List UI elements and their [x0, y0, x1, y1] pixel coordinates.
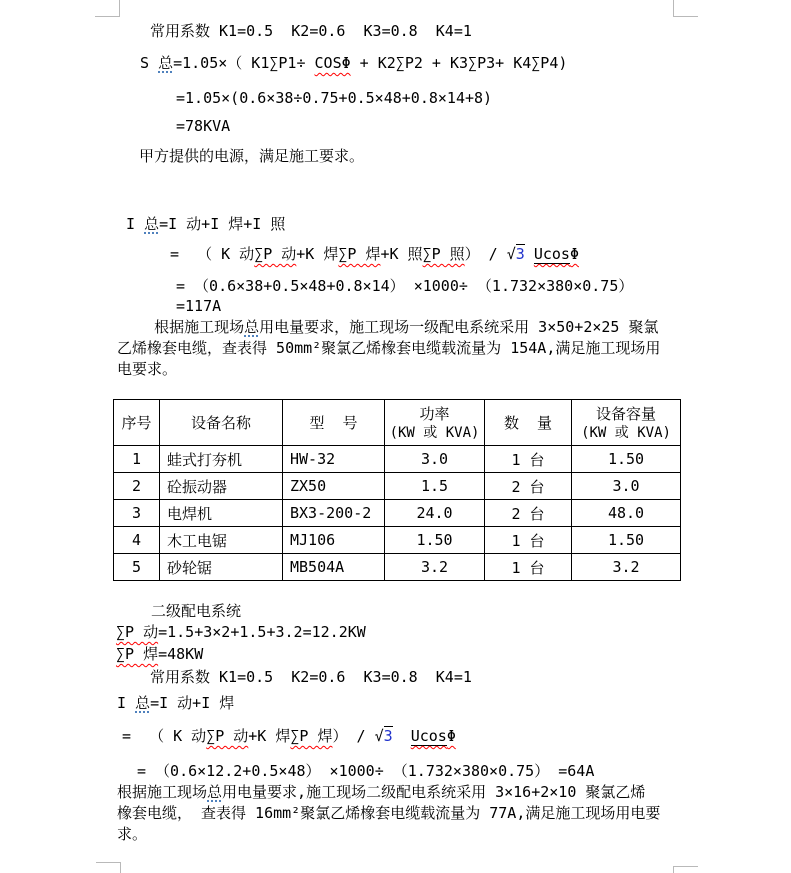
cell-model: MB504A — [283, 554, 385, 581]
formula-text: ） / — [332, 727, 375, 745]
line-sum-p-motive — [116, 623, 366, 641]
cell-capacity: 3.0 — [572, 473, 681, 500]
proofing-dotted-mark: 总 — [207, 783, 223, 801]
formula-text: + K2∑P2 + K3∑P3+ K4∑P4) — [350, 54, 568, 72]
paragraph-secondary-line-1 — [117, 783, 645, 801]
cell-index: 3 — [114, 500, 160, 527]
cell-power: 1.50 — [385, 527, 485, 554]
radical-sign: √ — [506, 245, 516, 263]
col-header-index: 序号 — [114, 400, 160, 446]
cell-index: 2 — [114, 473, 160, 500]
line-i-total-result: =117A — [176, 297, 222, 315]
cell-capacity: 1.50 — [572, 446, 681, 473]
cell-capacity: 1.50 — [572, 527, 681, 554]
spellcheck-squiggle: ∑P 焊 — [338, 245, 381, 263]
formula-text: S — [140, 54, 159, 72]
col-header-capacity: 设备容量 (KW 或 KVA) — [572, 400, 681, 446]
cell-quantity: 2 台 — [485, 473, 572, 500]
formula-text: +K 焊 — [296, 245, 339, 263]
cell-capacity: 48.0 — [572, 500, 681, 527]
line-sum-p-welding — [116, 645, 203, 663]
line-i-total-expansion-2 — [122, 727, 456, 745]
line-i-total-substitution-2: = （0.6×12.2+0.5×48） ×1000÷ （1.732×380×0.75） =64A — [137, 762, 595, 780]
line-secondary-system-title: 二级配电系统 — [151, 602, 242, 620]
cell-quantity: 1 台 — [485, 527, 572, 554]
cell-model: BX3-200-2 — [283, 500, 385, 527]
table-header-row — [114, 400, 681, 446]
crop-mark-top-right — [673, 0, 698, 17]
spellcheck-squiggle — [411, 727, 456, 746]
cell-model: MJ106 — [283, 527, 385, 554]
proofing-dotted-mark: 总 — [158, 54, 174, 72]
col-header-model: 型 号 — [283, 400, 385, 446]
formula-text: ） / — [464, 245, 507, 263]
formula-text: =48KW — [158, 645, 204, 663]
radicand: 3 — [515, 245, 525, 263]
formula-text: +K 焊 — [248, 727, 291, 745]
spellcheck-squiggle: ∑P 焊 — [290, 727, 333, 745]
line-i-total-formula — [126, 215, 285, 233]
paragraph-secondary-line-2: 橡套电缆， 查表得 16mm²聚氯乙烯橡套电缆载流量为 77A,满足施工现场用电要 — [117, 804, 661, 822]
spellcheck-squiggle: COSΦ — [314, 54, 351, 72]
col-header-power: 功率 (KW 或 KVA) — [385, 400, 485, 446]
table-row — [114, 473, 681, 500]
paragraph-secondary-line-3: 求。 — [117, 825, 148, 843]
formula-text: =I 动+I 焊+I 照 — [159, 215, 286, 233]
formula-text: = （ K 动 — [122, 727, 207, 745]
cell-capacity: 3.2 — [572, 554, 681, 581]
cell-power: 3.0 — [385, 446, 485, 473]
crop-mark-bottom-right — [673, 866, 698, 873]
cell-quantity: 2 台 — [485, 500, 572, 527]
formula-text: I — [126, 215, 145, 233]
cell-quantity: 1 台 — [485, 446, 572, 473]
cell-quantity: 1 台 — [485, 554, 572, 581]
cell-equipment-name: 电焊机 — [160, 500, 283, 527]
cell-equipment-name: 砂轮锯 — [160, 554, 283, 581]
spellcheck-squiggle: ∑P 动 — [254, 245, 297, 263]
underlined-ucos: Ucos — [533, 245, 570, 263]
phi-symbol: Φ — [446, 727, 456, 745]
paragraph-primary-line-2: 乙烯橡套电缆，查表得 50mm²聚氯乙烯橡套电缆载流量为 154A,满足施工现场用 — [117, 339, 661, 357]
formula-text — [525, 245, 534, 263]
formula-text: =1.5+3×2+1.5+3.2=12.2KW — [158, 623, 366, 641]
formula-text: =1.05×（ K1∑P1÷ — [173, 54, 315, 72]
equipment-table — [113, 399, 681, 581]
line-common-coefficients-2: 常用系数 K1=0.5 K2=0.6 K3=0.8 K4=1 — [150, 668, 472, 686]
line-s-total-formula — [140, 54, 567, 72]
paragraph-text: 根据施工现场 — [118, 318, 245, 336]
cell-index: 1 — [114, 446, 160, 473]
table-row — [114, 446, 681, 473]
cell-equipment-name: 砼振动器 — [160, 473, 283, 500]
paragraph-text: 用电量要求，施工现场一级配电系统采用 3×50+2×25 聚氯 — [259, 318, 659, 336]
table-row — [114, 554, 681, 581]
formula-text: I — [117, 694, 136, 712]
cell-power: 24.0 — [385, 500, 485, 527]
line-i-total-substitution: = （0.6×38+0.5×48+0.8×14） ×1000÷ （1.732×380×0.75） — [176, 277, 634, 295]
formula-text: = （ K 动 — [170, 245, 255, 263]
formula-text: =I 动+I 焊 — [150, 694, 235, 712]
table-row — [114, 500, 681, 527]
crop-mark-bottom-left — [96, 862, 121, 873]
radical-sign: √ — [374, 727, 384, 745]
line-s-total-substitution: =1.05×(0.6×38÷0.75+0.5×48+0.8×14+8) — [176, 89, 493, 107]
line-i-total-expansion — [170, 245, 579, 263]
cell-equipment-name: 木工电锯 — [160, 527, 283, 554]
line-s-total-result: =78KVA — [176, 117, 231, 135]
line-common-coefficients: 常用系数 K1=0.5 K2=0.6 K3=0.8 K4=1 — [150, 22, 472, 40]
cell-power: 3.2 — [385, 554, 485, 581]
paragraph-text: 根据施工现场 — [117, 783, 208, 801]
cell-index: 5 — [114, 554, 160, 581]
table-row — [114, 527, 681, 554]
formula-text — [393, 727, 411, 745]
spellcheck-squiggle: ∑P 动 — [116, 623, 159, 641]
cell-model: HW-32 — [283, 446, 385, 473]
formula-text: +K 照 — [380, 245, 423, 263]
cell-equipment-name: 蛙式打夯机 — [160, 446, 283, 473]
phi-symbol: Φ — [569, 245, 579, 263]
spellcheck-squiggle: ∑P 焊 — [116, 645, 159, 663]
line-power-supply-note: 甲方提供的电源，满足施工要求。 — [139, 147, 365, 165]
col-header-quantity: 数 量 — [485, 400, 572, 446]
spellcheck-squiggle — [534, 245, 579, 264]
proofing-dotted-mark: 总 — [135, 694, 151, 712]
crop-mark-top-left — [95, 0, 120, 17]
sqrt-3-symbol — [507, 244, 525, 263]
cell-model: ZX50 — [283, 473, 385, 500]
proofing-dotted-mark: 总 — [244, 318, 260, 336]
cell-index: 4 — [114, 527, 160, 554]
cell-power: 1.5 — [385, 473, 485, 500]
spellcheck-squiggle: ∑P 动 — [206, 727, 249, 745]
radicand: 3 — [383, 727, 393, 745]
paragraph-primary-line-1 — [118, 318, 658, 336]
sqrt-3-symbol — [375, 726, 393, 745]
col-header-equipment-name: 设备名称 — [160, 400, 283, 446]
line-i-total-formula-2 — [117, 694, 234, 712]
paragraph-primary-line-3: 电要求。 — [117, 360, 178, 378]
spellcheck-squiggle: ∑P 照 — [422, 245, 465, 263]
proofing-dotted-mark: 总 — [144, 215, 160, 233]
paragraph-text: 用电量要求,施工现场二级配电系统采用 3×16+2×10 聚氯乙烯 — [222, 783, 646, 801]
underlined-ucos: Ucos — [410, 727, 447, 745]
